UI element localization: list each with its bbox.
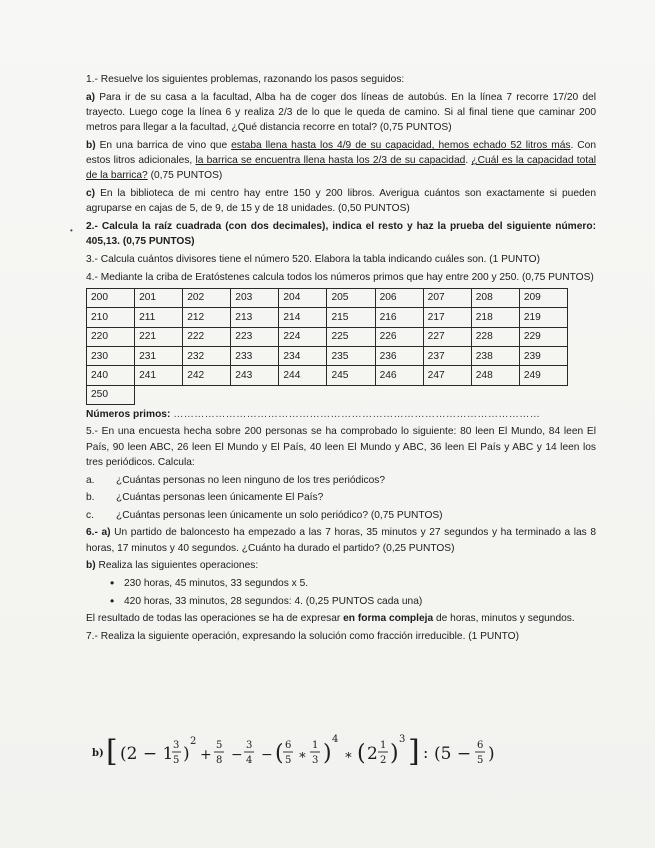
number-cell: 237 <box>423 346 471 365</box>
bullet-dot: • <box>110 593 115 608</box>
number-cell: 240 <box>87 366 135 385</box>
number-cell: 212 <box>183 308 231 327</box>
problem-7: 7.- Realiza la siguiente operación, expresando la solución como fracción irreducible. (1 PUNTO) <box>86 631 519 643</box>
frac-4-den: 3 <box>312 755 319 766</box>
problem-1b-underline-3: ¿Cuál es la capacidad total de la barrica? <box>86 155 596 182</box>
frac-1-den: 8 <box>216 755 223 766</box>
number-cell: 249 <box>519 366 567 385</box>
number-cell: 202 <box>183 288 231 307</box>
option-text: ¿Cuántas personas no leen ninguno de los tres periódicos? <box>116 474 386 486</box>
problem-6-bullets <box>86 576 596 609</box>
formula-term-1: (2 − 1 <box>120 744 174 764</box>
primes-dots: …………………………………………………………………………………………… <box>173 409 541 421</box>
problem-1c <box>86 186 596 216</box>
problem-1b-label: b) <box>86 140 96 151</box>
problem-1b-underline-2: la barrica se encuentra llena hasta los 2/3 de su capacidad <box>195 155 466 167</box>
option-text: ¿Cuántas personas leen únicamente un solo periódico? (0,75 PUNTOS) <box>116 509 443 521</box>
number-cell: 217 <box>423 308 471 327</box>
problem-6a-label: a) <box>101 527 111 539</box>
frac-3-den: 5 <box>285 755 292 766</box>
big-bracket-close: ] <box>408 734 420 769</box>
number-cell: 221 <box>135 327 183 346</box>
plus-sign: + <box>200 747 212 763</box>
number-cell: 207 <box>423 288 471 307</box>
number-cell: 205 <box>327 288 375 307</box>
option-letter: b. <box>86 492 95 504</box>
number-cell: 210 <box>87 308 135 327</box>
exponent-3: 3 <box>399 734 406 745</box>
problem-7b-formula <box>92 730 592 770</box>
exponent-2: 2 <box>190 736 197 747</box>
margin-dot: • <box>70 226 73 235</box>
problem-1b <box>86 138 596 184</box>
option-letter: a. <box>86 474 95 486</box>
problem-1b-underline-1: estaba llena hasta los 4/9 de su capacidad, hemos echado 52 litros más <box>231 140 571 151</box>
problem-2: 2.- Calcula la raíz cuadrada (con dos decimales), indica el resto y haz la prueba del siguiente número: 405,13. (0,75 PUNTOS) <box>86 221 596 248</box>
number-cell: 247 <box>423 366 471 385</box>
note-text: de horas, minutos y segundos. <box>433 613 575 625</box>
problem-6b <box>86 558 596 573</box>
frac-6-den: 5 <box>477 755 484 766</box>
number-cell: 233 <box>231 346 279 365</box>
whole-two: 2 <box>367 744 378 764</box>
problem-6b-text: Realiza las siguientes operaciones: <box>98 560 259 572</box>
number-cell: 201 <box>135 288 183 307</box>
division-colon: : <box>423 743 429 762</box>
frac-6-num: 6 <box>477 740 484 751</box>
paren-close-3: ) <box>390 741 399 766</box>
frac-2-num: 3 <box>246 740 253 751</box>
problem-1b-text: . Con estos litros adicionales, <box>86 140 596 167</box>
number-cell: 242 <box>183 366 231 385</box>
table-row <box>87 308 568 327</box>
problem-6-number: 6.- <box>86 527 98 539</box>
number-cell: 223 <box>231 327 279 346</box>
problem-1a <box>86 90 596 136</box>
number-cell: 209 <box>519 288 567 307</box>
table-row <box>87 346 568 365</box>
formula-label: b) <box>92 748 104 759</box>
number-cell: 232 <box>183 346 231 365</box>
problem-5-options <box>86 473 596 523</box>
number-cell: 238 <box>471 346 519 365</box>
option-letter: c. <box>86 509 94 521</box>
bullet-item <box>110 576 596 591</box>
number-cell: 227 <box>423 327 471 346</box>
number-cell: 248 <box>471 366 519 385</box>
table-row <box>87 366 568 385</box>
problem-1b-points: (0,75 PUNTOS) <box>147 170 223 182</box>
times-star: ∗ <box>298 748 307 763</box>
number-cell: 230 <box>87 346 135 365</box>
option-item <box>86 490 596 505</box>
number-cell: 215 <box>327 308 375 327</box>
paren-open-3: ( <box>357 741 366 766</box>
problem-1a-text: Para ir de su casa a la facultad, Alba ha de coger dos líneas de autobús. En la línea 7 recorre 17/20 del trayecto. Luego coge la línea 6 y realiza 2/3 de lo que le queda de camino. Si al final tiene que caminar 200 metros para llegar a la facultad, ¿Qué distancia recorre en total? (0,75 PUNTOS) <box>86 91 596 134</box>
number-cell: 229 <box>519 327 567 346</box>
paren-close-1: ) <box>183 744 190 764</box>
problem-1b-text: . <box>465 155 472 167</box>
number-cell: 231 <box>135 346 183 365</box>
mixed-1-den: 5 <box>173 755 180 766</box>
option-text: ¿Cuántas personas leen únicamente El País? <box>116 492 324 504</box>
problem-1-title: 1.- Resuelve los siguientes problemas, razonando los pasos seguidos: <box>86 74 405 85</box>
problem-6a-text: Un partido de baloncesto ha empezado a las 7 horas, 35 minutos y 27 segundos y ha terminado a las 8 horas, 17 minutos y 40 segundos. ¿Cuánto ha durado el partido? (0,25 PUNTOS) <box>86 527 596 554</box>
problem-1c-label: c) <box>86 188 96 200</box>
number-cell: 239 <box>519 346 567 365</box>
exponent-4: 4 <box>332 734 339 745</box>
eratosthenes-table <box>86 288 568 405</box>
five-minus: (5 − <box>434 744 472 764</box>
bullet-text: 420 horas, 33 minutos, 28 segundos: 4. (0,25 PUNTOS cada una) <box>124 595 423 607</box>
bullet-text: 230 horas, 45 minutos, 33 segundos x 5. <box>124 578 309 590</box>
number-cell: 224 <box>279 327 327 346</box>
paren-close-final: ) <box>488 744 495 764</box>
paren-open-2: ( <box>275 741 284 766</box>
frac-3-num: 6 <box>285 740 292 751</box>
option-item <box>86 508 596 523</box>
number-cell: 225 <box>327 327 375 346</box>
bullet-dot: • <box>110 576 115 591</box>
number-cell: 234 <box>279 346 327 365</box>
frac-2-den: 4 <box>246 755 253 766</box>
times-star-2: ∗ <box>344 748 353 763</box>
number-cell: 220 <box>87 327 135 346</box>
table-row <box>87 327 568 346</box>
table-row <box>87 385 568 404</box>
number-cell: 236 <box>375 346 423 365</box>
frac-4-num: 1 <box>312 740 319 751</box>
problem-4: 4.- Mediante la criba de Eratóstenes calcula todos los números primos que hay entre 200 y 250. (0,75 PUNTOS) <box>86 272 594 283</box>
number-cell: 208 <box>471 288 519 307</box>
note-text: El resultado de todas las operaciones se ha de expresar <box>86 613 344 625</box>
number-cell: 206 <box>375 288 423 307</box>
table-row <box>87 288 568 307</box>
number-cell: 228 <box>471 327 519 346</box>
problem-3: 3.- Calcula cuántos divisores tiene el número 520. Elabora la tabla indicando cuáles son. (1 PUNTO) <box>86 254 540 266</box>
number-cell: 204 <box>279 288 327 307</box>
problem-5: 5.- En una encuesta hecha sobre 200 personas se ha comprobado lo siguiente: 80 leen El Mundo, 84 leen El País, 90 leen ABC, 26 leen El Mundo y El País, 40 leen El Mundo y ABC, 36 leen El País y ABC y 14 leen los tres periódicos. Calcula: <box>86 426 596 468</box>
number-cell: 222 <box>183 327 231 346</box>
problem-6a <box>86 525 596 555</box>
number-cell: 244 <box>279 366 327 385</box>
number-cell: 219 <box>519 308 567 327</box>
primes-answer-line <box>86 407 596 422</box>
number-cell: 211 <box>135 308 183 327</box>
number-cell: 200 <box>87 288 135 307</box>
frac-5-num: 1 <box>380 740 387 751</box>
minus-sign: − <box>231 747 243 763</box>
number-cell: 235 <box>327 346 375 365</box>
primes-label: Números primos: <box>86 409 171 421</box>
option-item <box>86 473 596 488</box>
number-cell: 214 <box>279 308 327 327</box>
problem-6-note <box>86 611 596 626</box>
problem-1b-text: En una barrica de vino que <box>99 140 232 151</box>
number-cell: 250 <box>87 385 135 404</box>
number-cell: 213 <box>231 308 279 327</box>
frac-5-den: 2 <box>380 755 387 766</box>
note-bold: en forma compleja <box>343 613 434 625</box>
formula-svg <box>92 730 592 774</box>
number-cell: 246 <box>375 366 423 385</box>
exam-content <box>86 72 596 647</box>
number-cell: 241 <box>135 366 183 385</box>
number-cell: 245 <box>327 366 375 385</box>
number-cell: 226 <box>375 327 423 346</box>
paren-close-2: ) <box>323 741 332 766</box>
problem-1c-text: En la biblioteca de mi centro hay entre 150 y 200 libros. Averigua cuántos son exactamente si pueden agruparse en cajas de 5, de 9, de 15 y de 18 unidades. (0,50 PUNTOS) <box>86 188 596 215</box>
problem-1a-label: a) <box>86 91 96 103</box>
bullet-item <box>110 594 596 609</box>
big-bracket-open: [ <box>106 734 118 769</box>
number-cell: 218 <box>471 308 519 327</box>
mixed-1-num: 3 <box>173 740 180 751</box>
problem-6b-label: b) <box>86 560 96 572</box>
minus-sign-2: − <box>261 747 273 763</box>
frac-1-num: 5 <box>216 740 223 751</box>
number-cell: 243 <box>231 366 279 385</box>
number-cell: 203 <box>231 288 279 307</box>
number-cell: 216 <box>375 308 423 327</box>
